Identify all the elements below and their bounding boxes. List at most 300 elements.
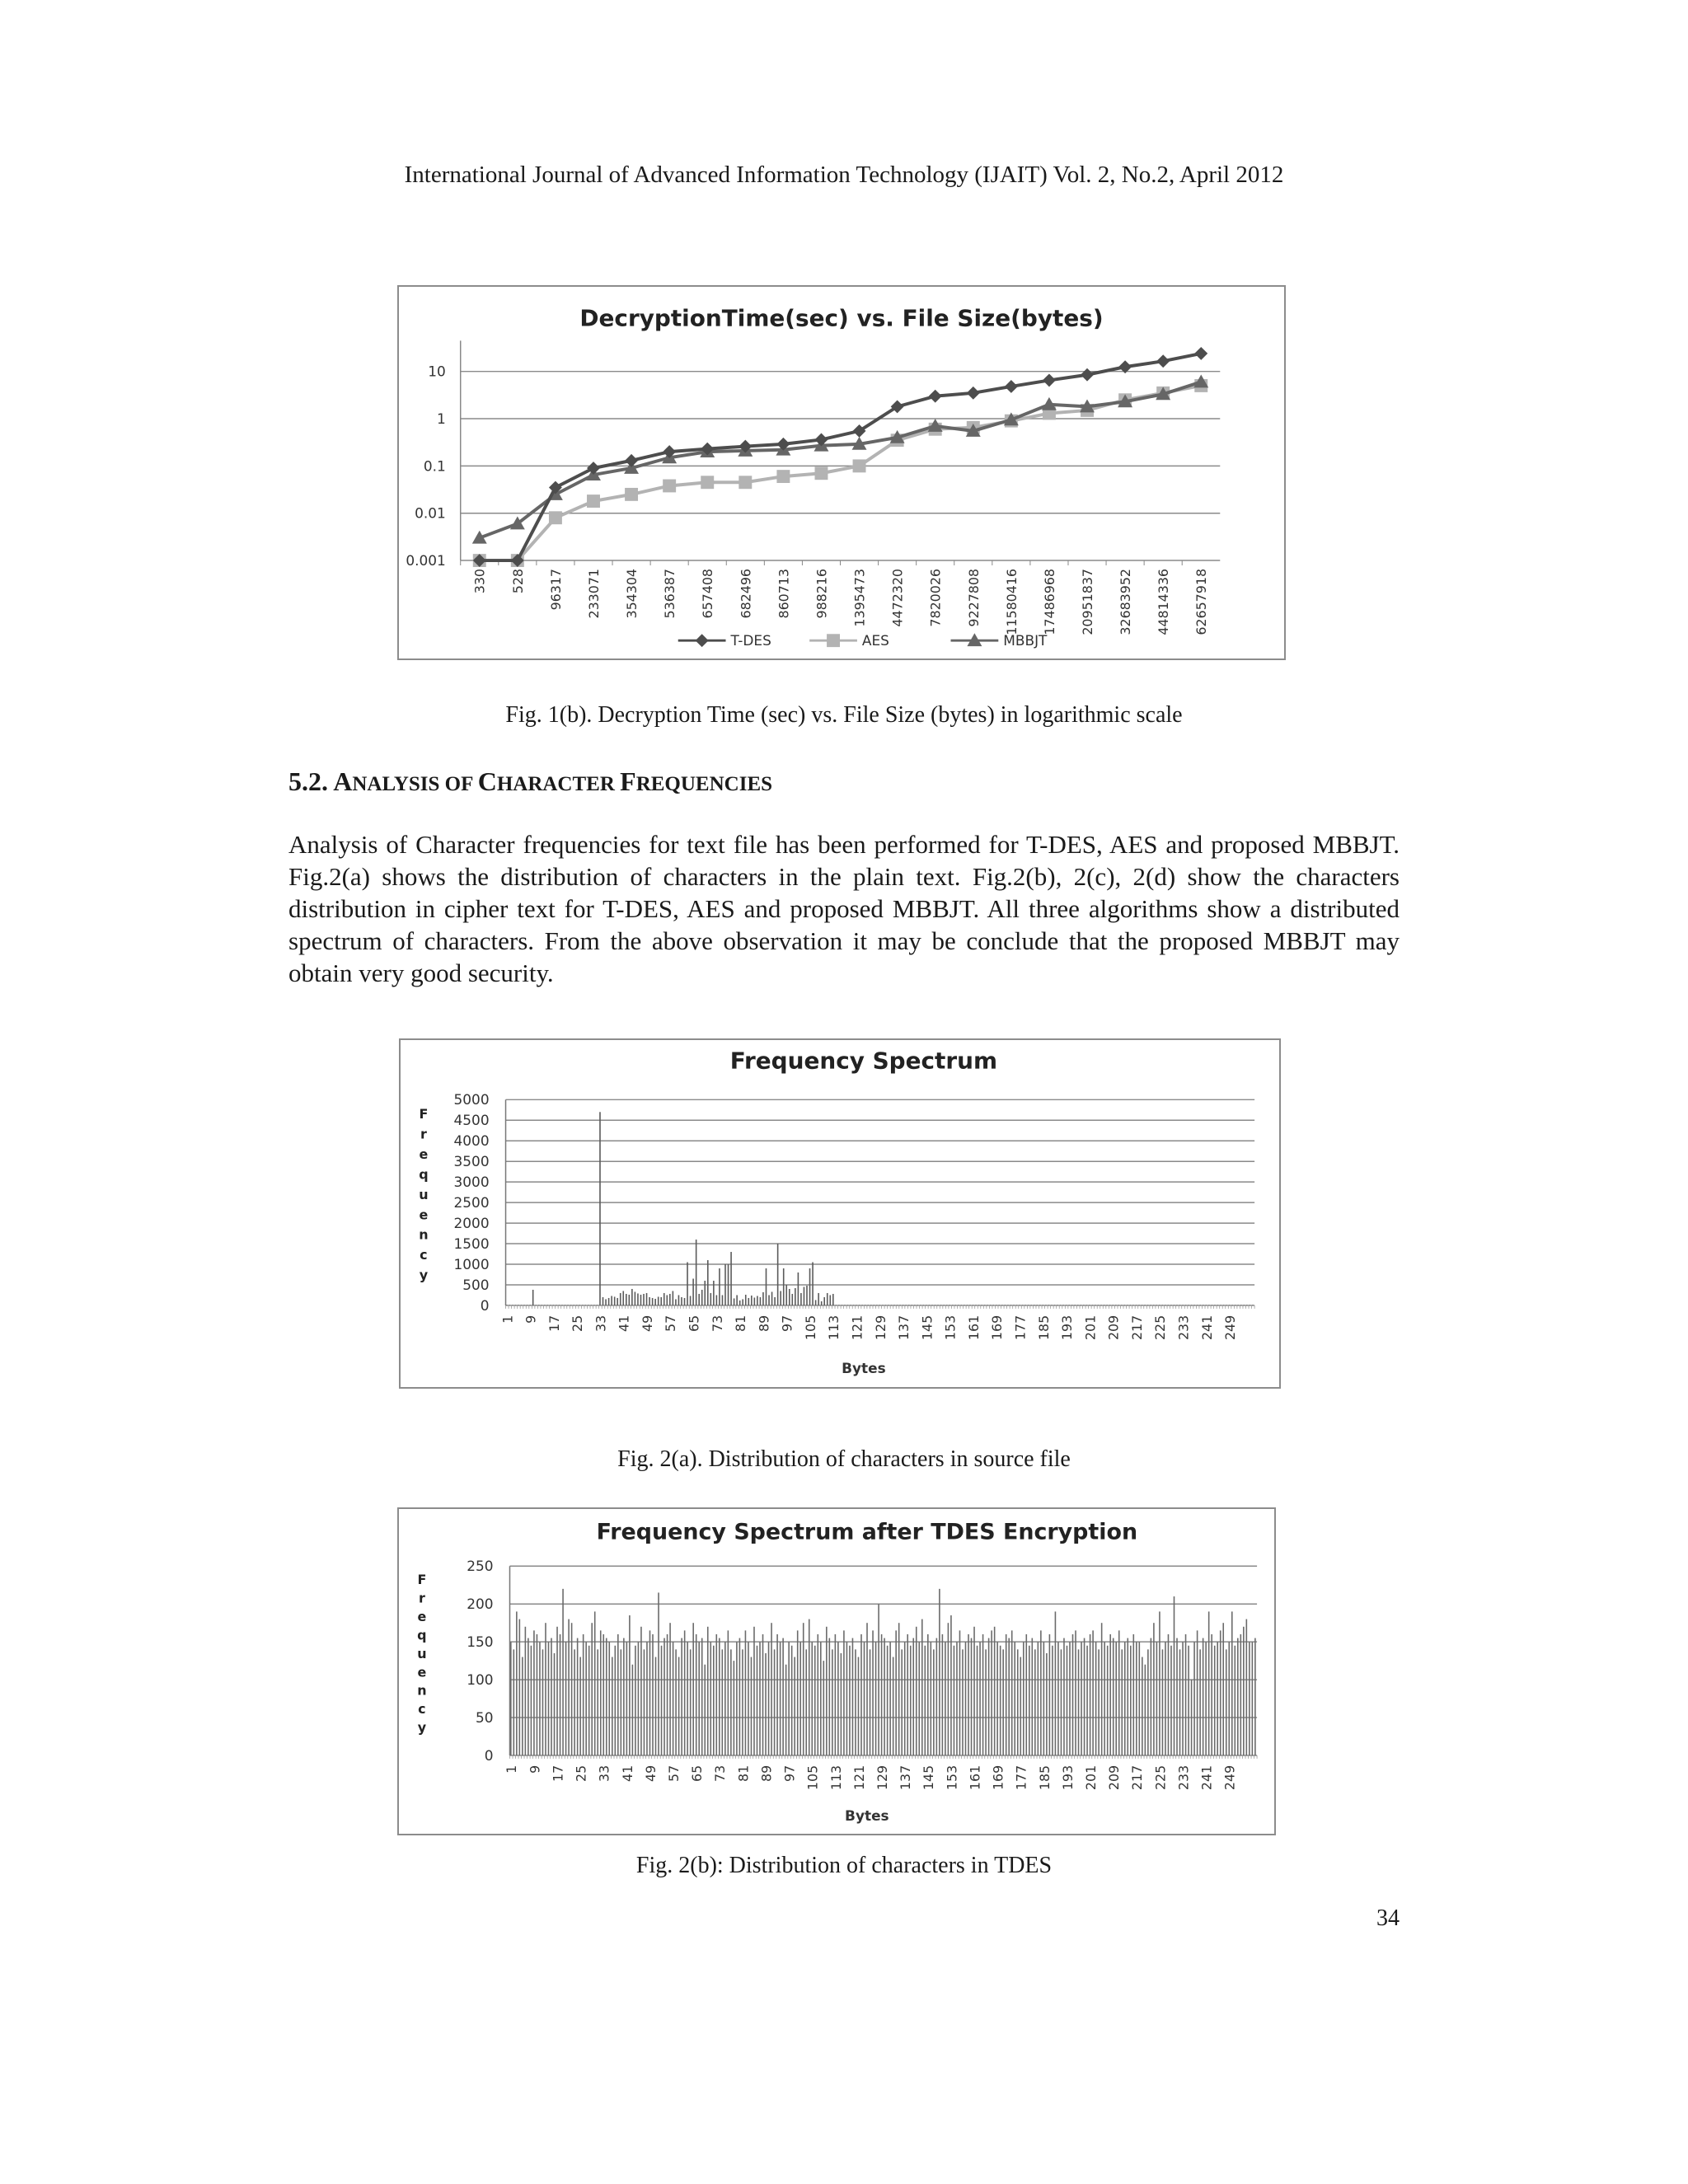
data-point: [967, 387, 980, 400]
bar: [1214, 1646, 1216, 1755]
y-axis-label-letter: y: [419, 1267, 429, 1283]
y-axis-label-letter: y: [417, 1719, 427, 1736]
x-tick-label: 121: [849, 1315, 865, 1341]
bars: [510, 1589, 1256, 1755]
x-tick-label: 17: [550, 1765, 566, 1782]
bar: [823, 1661, 825, 1755]
bar: [687, 1642, 688, 1755]
data-point: [1005, 380, 1018, 393]
bar: [1191, 1680, 1193, 1755]
x-tick-label: 860713: [776, 568, 792, 619]
bar: [684, 1630, 686, 1755]
y-axis-label-letter: e: [419, 1207, 429, 1223]
bar: [811, 1642, 813, 1755]
bar: [730, 1252, 732, 1305]
y-axis-label-letter: c: [418, 1701, 426, 1718]
bar: [804, 1286, 805, 1305]
legend-label: MBBJT: [1003, 632, 1048, 649]
x-tick-label: 988216: [814, 568, 830, 619]
y-axis-label-letter: e: [419, 1146, 429, 1163]
bar: [1029, 1646, 1030, 1755]
bar: [640, 1627, 642, 1755]
bar: [1049, 1634, 1051, 1755]
bar: [887, 1646, 889, 1755]
bar: [1188, 1646, 1189, 1755]
bar: [1185, 1634, 1187, 1755]
bar: [849, 1646, 851, 1755]
y-tick-label: 0: [484, 1746, 494, 1764]
y-tick-label: 50: [476, 1709, 494, 1726]
bar: [1153, 1623, 1155, 1755]
bar: [1011, 1630, 1013, 1755]
y-axis-label-letter: n: [419, 1226, 429, 1243]
bar: [522, 1657, 523, 1755]
bar: [1234, 1646, 1236, 1755]
bar: [1222, 1623, 1224, 1755]
data-point: [696, 634, 709, 647]
x-tick-label: 62657918: [1193, 568, 1210, 635]
x-tick-label: 9227808: [965, 568, 982, 627]
data-point: [1081, 368, 1094, 382]
bar: [673, 1291, 674, 1305]
x-tick-label: 193: [1059, 1315, 1076, 1341]
x-tick-label: 129: [872, 1315, 889, 1341]
bar: [782, 1638, 784, 1755]
bar: [815, 1300, 817, 1305]
x-tick-label: 105: [802, 1315, 818, 1341]
section-title-smallcaps: HARACTER: [496, 773, 621, 795]
bar: [704, 1665, 706, 1755]
bar: [1113, 1638, 1114, 1755]
bar: [965, 1642, 967, 1755]
section-title-smallcaps: REQUENCIES: [635, 773, 773, 795]
bar: [626, 1294, 627, 1305]
x-tick-label: 682496: [738, 568, 754, 619]
bar: [1086, 1646, 1088, 1755]
bar: [707, 1627, 709, 1755]
bar: [994, 1627, 996, 1755]
bar: [818, 1293, 819, 1305]
x-tick-label: 25: [573, 1765, 589, 1782]
bar: [707, 1260, 709, 1305]
bar: [837, 1642, 839, 1755]
bar: [710, 1293, 712, 1305]
decryption-time-line-chart: [399, 287, 1284, 658]
bar: [548, 1642, 550, 1755]
bar: [774, 1297, 776, 1305]
bar: [904, 1642, 906, 1755]
bar: [852, 1638, 854, 1755]
bar: [701, 1290, 703, 1305]
bar: [809, 1268, 811, 1305]
bar: [783, 1268, 785, 1305]
bar: [1249, 1642, 1250, 1755]
x-tick-label: 73: [712, 1765, 729, 1782]
bar: [597, 1649, 598, 1755]
bar: [1237, 1638, 1239, 1755]
bar: [1156, 1642, 1158, 1755]
bar: [760, 1297, 762, 1305]
x-tick-label: 129: [874, 1765, 891, 1791]
bar: [608, 1642, 610, 1755]
bar: [907, 1634, 908, 1755]
bar: [556, 1627, 558, 1755]
x-tick-label: 96317: [547, 568, 564, 611]
bar: [617, 1634, 619, 1755]
bar: [652, 1298, 654, 1305]
figure-1b-chart: [397, 285, 1286, 660]
data-point: [827, 634, 840, 647]
x-tick-label: 1: [504, 1765, 520, 1774]
bar: [1130, 1646, 1132, 1755]
y-axis-label-letter: r: [420, 1126, 427, 1142]
bar: [1170, 1646, 1172, 1755]
bar: [745, 1630, 747, 1755]
bar: [698, 1642, 700, 1755]
bar: [925, 1646, 926, 1755]
bar: [1061, 1649, 1062, 1755]
bar: [979, 1642, 981, 1755]
bar: [797, 1630, 799, 1755]
bar: [759, 1642, 761, 1755]
bar: [713, 1281, 715, 1305]
bar: [1032, 1638, 1034, 1755]
bar: [1008, 1638, 1010, 1755]
bar: [1197, 1630, 1198, 1755]
bar: [1098, 1649, 1100, 1755]
figure-2b-caption: Fig. 2(b): Distribution of characters in TDES: [635, 1853, 1053, 1878]
bar: [875, 1642, 877, 1755]
x-tick-label: 73: [709, 1315, 725, 1332]
bar: [1193, 1642, 1195, 1755]
x-tick-label: 193: [1059, 1765, 1076, 1791]
y-tick-label: 0: [480, 1296, 490, 1314]
section-title: [333, 766, 772, 796]
bar: [600, 1630, 602, 1755]
bar: [562, 1589, 564, 1755]
section-number: 5.2.: [288, 766, 328, 796]
x-tick-label: 177: [1013, 1765, 1029, 1791]
legend-label: T-DES: [730, 632, 771, 649]
bar: [655, 1657, 657, 1755]
bar: [1000, 1646, 1001, 1755]
bar: [722, 1295, 724, 1305]
bar: [918, 1642, 920, 1755]
bar: [805, 1649, 807, 1755]
bar: [860, 1634, 862, 1755]
y-tick-label: 500: [462, 1276, 490, 1293]
x-tick-label: 97: [781, 1765, 798, 1782]
bar: [864, 1642, 865, 1755]
x-tick-label: 49: [642, 1765, 659, 1782]
x-tick-label: 241: [1198, 1765, 1215, 1791]
bar: [622, 1291, 624, 1305]
bar: [774, 1649, 776, 1755]
bar: [742, 1299, 743, 1305]
bar: [585, 1642, 587, 1755]
bar: [988, 1638, 990, 1755]
bar: [736, 1295, 738, 1305]
bar: [785, 1285, 787, 1305]
page-number: 34: [1376, 1905, 1400, 1931]
bar: [812, 1263, 814, 1305]
bar: [539, 1642, 541, 1755]
bar: [820, 1642, 822, 1755]
bar: [901, 1649, 903, 1755]
y-tick-label: 100: [467, 1671, 494, 1689]
bar: [921, 1619, 923, 1755]
bar: [1176, 1638, 1178, 1755]
x-tick-label: 7820026: [927, 568, 944, 627]
bar: [661, 1646, 663, 1755]
bar: [704, 1281, 706, 1305]
bar: [800, 1293, 802, 1305]
bar: [829, 1638, 831, 1755]
bar: [1092, 1630, 1094, 1755]
y-axis-label-letter: F: [419, 1106, 429, 1122]
bar: [910, 1646, 912, 1755]
bar: [551, 1638, 552, 1755]
bar: [631, 1289, 633, 1305]
bar: [799, 1642, 801, 1755]
bar: [681, 1297, 682, 1305]
bar: [629, 1295, 631, 1305]
y-tick-label: 0.01: [415, 504, 446, 522]
bar: [1228, 1642, 1230, 1755]
y-axis-label-letter: q: [419, 1166, 429, 1183]
bar: [872, 1630, 874, 1755]
bar: [1040, 1630, 1042, 1755]
bar: [846, 1642, 848, 1755]
bar: [780, 1642, 781, 1755]
x-tick-label: 185: [1035, 1315, 1052, 1341]
bar: [545, 1623, 546, 1755]
x-tick-label: 536387: [662, 568, 678, 619]
x-tick-label: 161: [967, 1765, 983, 1791]
bar: [684, 1298, 686, 1305]
x-tick-label: 81: [735, 1765, 752, 1782]
x-tick-label: 217: [1128, 1315, 1145, 1341]
bar: [942, 1634, 944, 1755]
bar: [692, 1623, 694, 1755]
data-point: [1156, 354, 1170, 368]
bar: [1203, 1638, 1204, 1755]
bar: [669, 1623, 671, 1755]
bar: [644, 1649, 645, 1755]
x-tick-label: 169: [989, 1315, 1006, 1341]
bar: [724, 1642, 726, 1755]
bar: [646, 1293, 648, 1305]
bar: [1124, 1642, 1126, 1755]
bar: [956, 1642, 958, 1755]
bar: [936, 1638, 938, 1755]
bar: [789, 1289, 790, 1305]
x-tick-label: 33: [593, 1315, 609, 1332]
y-tick-label: 4000: [453, 1132, 490, 1150]
bar: [959, 1630, 961, 1755]
bar: [728, 1264, 729, 1305]
x-tick-label: 89: [758, 1765, 775, 1782]
bar: [751, 1296, 753, 1305]
x-tick-label: 185: [1036, 1765, 1053, 1791]
x-tick-label: 9: [527, 1765, 543, 1774]
bar: [577, 1638, 579, 1755]
figure-2b-chart: [397, 1507, 1276, 1835]
x-tick-label: 209: [1106, 1765, 1123, 1791]
bar: [669, 1294, 671, 1305]
bar: [893, 1657, 894, 1755]
bar: [620, 1293, 621, 1305]
chart-title: DecryptionTime(sec) vs. File Size(bytes): [579, 304, 1104, 332]
bar: [745, 1295, 747, 1305]
y-tick-label: 4500: [453, 1112, 490, 1129]
bar: [565, 1642, 567, 1755]
bar: [1046, 1653, 1048, 1755]
bar: [1127, 1638, 1128, 1755]
bar: [675, 1649, 677, 1755]
bar: [588, 1646, 590, 1755]
bar: [525, 1627, 527, 1755]
bar: [1081, 1642, 1082, 1755]
y-tick-label: 1000: [453, 1256, 490, 1272]
bar: [663, 1293, 665, 1305]
bar: [881, 1634, 883, 1755]
y-axis-label-letter: n: [417, 1682, 427, 1699]
chart-title: Frequency Spectrum: [729, 1047, 998, 1075]
data-point: [1194, 347, 1207, 360]
series-line: [480, 354, 1201, 560]
bar: [1055, 1611, 1057, 1755]
bar: [1231, 1611, 1233, 1755]
bar: [889, 1642, 891, 1755]
y-tick-label: 3500: [453, 1153, 490, 1170]
y-axis-label-letter: u: [419, 1186, 429, 1202]
bar: [912, 1638, 914, 1755]
bar: [623, 1638, 625, 1755]
bar: [742, 1649, 743, 1755]
y-axis-label-letter: r: [418, 1590, 425, 1606]
bar: [1034, 1649, 1036, 1755]
x-tick-label: 161: [965, 1315, 982, 1341]
bar: [513, 1649, 515, 1755]
bar: [724, 1264, 726, 1305]
bar: [542, 1649, 544, 1755]
bar: [866, 1623, 868, 1755]
bar: [751, 1657, 753, 1755]
bar: [652, 1634, 654, 1755]
bar: [637, 1293, 639, 1305]
bar: [982, 1634, 984, 1755]
y-tick-label: 5000: [453, 1091, 490, 1108]
bar: [1168, 1634, 1170, 1755]
bar: [654, 1299, 656, 1305]
y-axis-label-letter: u: [417, 1645, 427, 1661]
bar: [870, 1649, 871, 1755]
x-tick-label: 17486968: [1041, 568, 1057, 635]
figure-2a-chart: [399, 1038, 1281, 1389]
y-tick-label: 3000: [453, 1174, 490, 1191]
bar: [640, 1295, 642, 1305]
y-tick-label: 150: [467, 1633, 494, 1651]
bar: [757, 1296, 758, 1305]
bar: [1052, 1646, 1053, 1755]
data-point: [701, 476, 714, 489]
bar: [795, 1288, 796, 1305]
data-point: [625, 454, 638, 467]
bar: [698, 1294, 700, 1305]
y-tick-label: 2500: [453, 1194, 490, 1212]
bar: [635, 1646, 636, 1755]
bar: [690, 1296, 692, 1305]
bar: [835, 1634, 837, 1755]
bar: [927, 1634, 929, 1755]
bar: [766, 1268, 767, 1305]
section-title-smallcaps: NALYSIS OF: [352, 773, 478, 795]
x-tick-label: 145: [921, 1765, 937, 1791]
bar: [666, 1295, 668, 1305]
bar: [537, 1634, 538, 1755]
bar: [658, 1296, 659, 1305]
bar: [829, 1295, 831, 1305]
bar: [748, 1642, 749, 1755]
bar: [809, 1619, 810, 1755]
bar: [785, 1665, 787, 1755]
x-tick-label: 354304: [624, 568, 640, 619]
bar: [1165, 1642, 1166, 1755]
x-tick-label: 177: [1012, 1315, 1029, 1341]
bar: [1017, 1649, 1019, 1755]
bar: [1179, 1649, 1181, 1755]
bar: [1151, 1638, 1152, 1755]
bar: [1211, 1634, 1212, 1755]
y-tick-label: 250: [467, 1558, 494, 1575]
x-tick-label: 225: [1152, 1765, 1169, 1791]
bar: [615, 1646, 617, 1755]
bar: [971, 1638, 973, 1755]
bar: [734, 1661, 735, 1755]
y-axis-label-letter: q: [417, 1627, 427, 1643]
x-tick-label: 528: [509, 568, 526, 594]
bar: [713, 1646, 715, 1755]
bar: [1038, 1642, 1039, 1755]
x-tick-label: 41: [619, 1765, 635, 1782]
bar: [528, 1638, 529, 1755]
bar: [675, 1299, 677, 1305]
bar: [939, 1589, 940, 1755]
bar: [629, 1615, 631, 1755]
y-tick-label: 200: [467, 1596, 494, 1613]
bar: [1104, 1642, 1105, 1755]
x-tick-label: 330: [471, 568, 488, 594]
bar: [701, 1638, 703, 1755]
bar: [948, 1623, 950, 1755]
bar: [1246, 1619, 1248, 1755]
bar: [658, 1592, 659, 1755]
body-paragraph: Analysis of Character frequencies for text file has been performed for T-DES, AES and proposed MBBJT. Fig.2(a) shows the distribution of characters in the plain text. Fig.2(b), 2(c), 2(d) show the characters distribution in cipher text for T-DES, AES and proposed MBBJT. All three algorithms show a distributed spectrum of characters. From the above observation it may be conclude that the proposed MBBJT may obtain very good security.: [288, 830, 1400, 987]
bar: [962, 1649, 964, 1755]
x-tick-label: 169: [990, 1765, 1006, 1791]
bar: [1020, 1657, 1021, 1755]
x-tick-label: 32683952: [1118, 568, 1134, 635]
y-tick-label: 1500: [453, 1235, 490, 1252]
bar: [821, 1301, 823, 1305]
bar: [716, 1295, 718, 1305]
bar: [1243, 1627, 1245, 1755]
bar: [1142, 1657, 1143, 1755]
bar: [739, 1638, 741, 1755]
y-axis-label-letter: F: [417, 1572, 427, 1587]
bar: [1002, 1649, 1004, 1755]
